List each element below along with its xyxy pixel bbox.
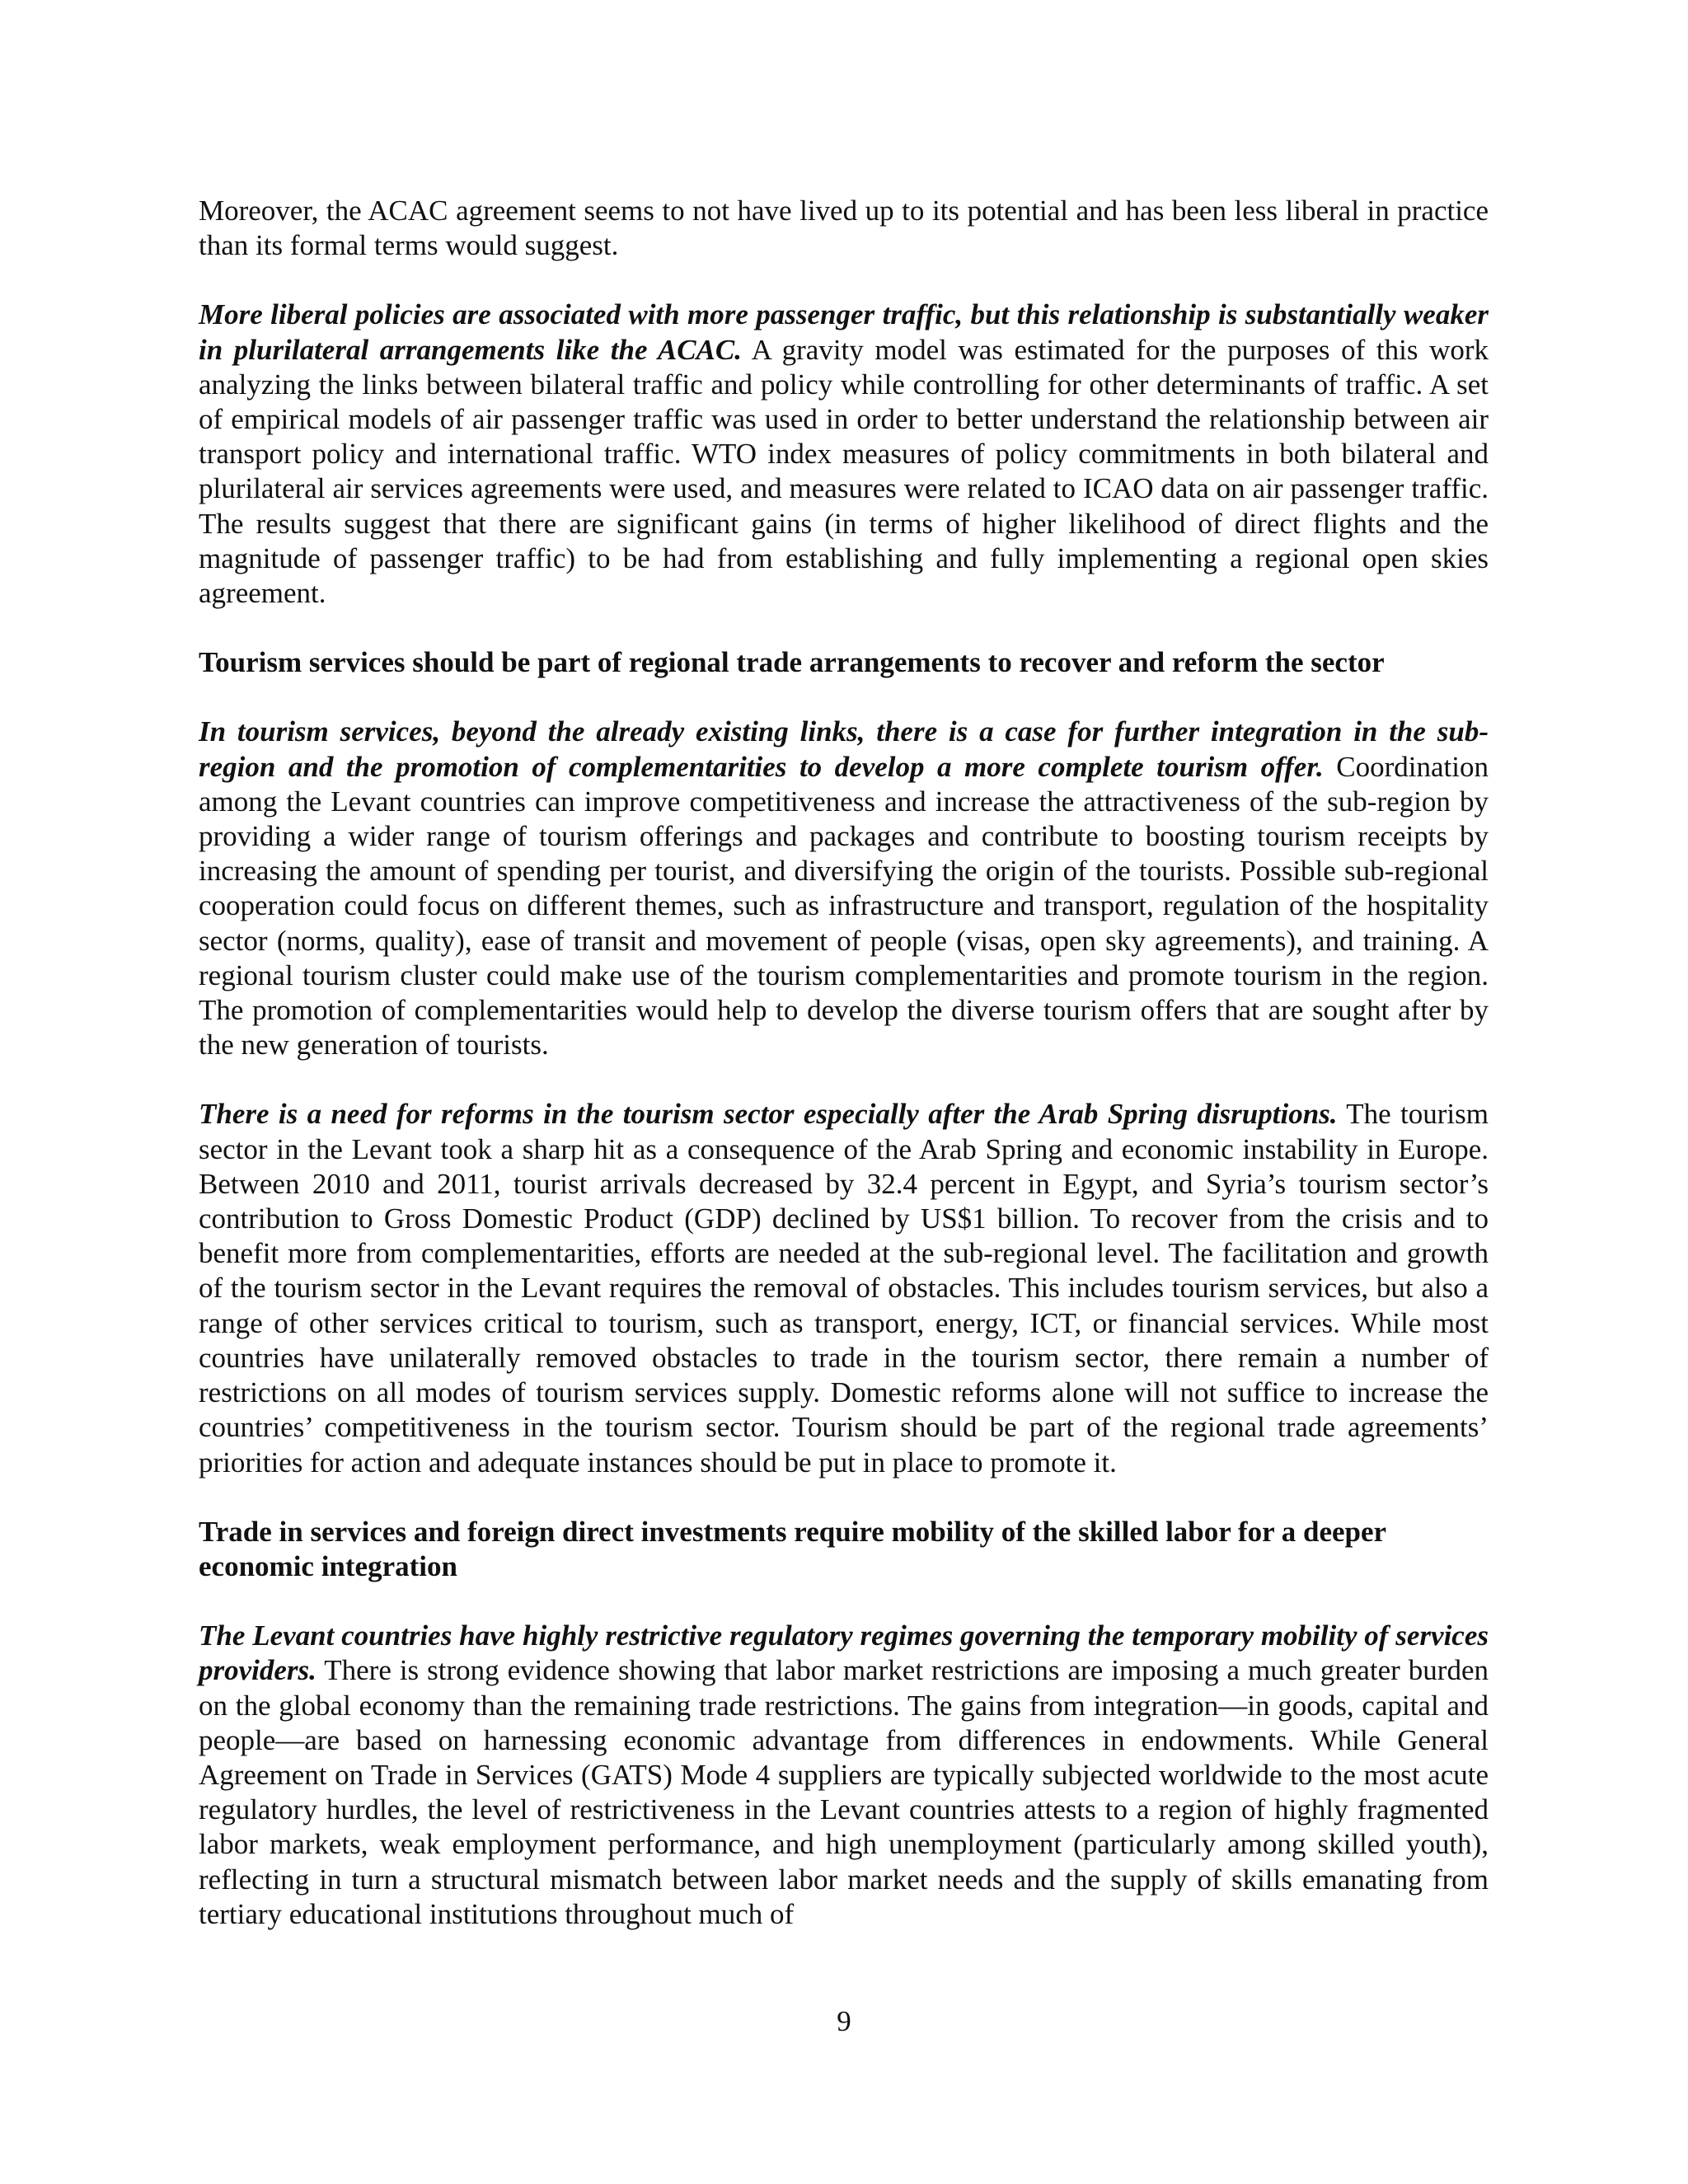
paragraph-acac-potential [199, 194, 1489, 263]
paragraph-lead: There is a need for reforms in the tourism sector especially after the Arab Spring disruptions. [199, 1098, 1338, 1131]
paragraph-tourism-reforms [199, 1097, 1489, 1479]
paragraph-lead: The Levant countries have highly restrictive regulatory regimes governing the temporary mobility of services providers. [199, 1619, 1489, 1687]
paragraph-text: There is strong evidence showing that labor market restrictions are imposing a much greater burden on the global economy than the remaining trade restrictions. The gains from integration—in goods, capital and people—are based on harnessing economic advantage from differences in endowments. While General Agreement on Trade in Services (GATS) Mode 4 suppliers are typically subjected worldwide to the most acute regulatory hurdles, the level of restrictiveness in the Levant countries attests to a region of highly fragmented labor markets, weak employment performance, and high unemployment (particularly among skilled youth), reflecting in turn a structural mismatch between labor market needs and the supply of skills emanating from tertiary educational institutions throughout much of [199, 1654, 1489, 1930]
paragraph-text: A gravity model was estimated for the purposes of this work analyzing the links between bilateral traffic and policy while controlling for other determinants of traffic. A set of empirical models of air passenger traffic was used in order to better understand the relationship between air transport policy and international traffic. WTO index measures of policy commitments in both bilateral and plurilateral air services agreements were used, and measures were related to ICAO data on air passenger traffic. The results suggest that there are significant gains (in terms of higher likelihood of direct flights and the magnitude of passenger traffic) to be had from establishing and fully implementing a regional open skies agreement. [199, 333, 1489, 610]
paragraph-text: The tourism sector in the Levant took a sharp hit as a consequence of the Arab Spring and economic instability in Europe. Between 2010 and 2011, tourist arrivals decreased by 32.4 percent in Egypt, and Syria’s tourism sector’s contribution to Gross Domestic Product (GDP) declined by US$1 billion. To recover from the crisis and to benefit more from complementarities, efforts are needed at the sub-regional level. The facilitation and growth of the tourism sector in the Levant requires the removal of obstacles. This includes tourism services, but also a range of other services critical to tourism, such as transport, energy, ICT, or financial services. While most countries have unilaterally removed obstacles to trade in the tourism sector, there remain a number of restrictions on all modes of tourism services supply. Domestic reforms alone will not suffice to increase the countries’ competitiveness in the tourism sector. Tourism should be part of the regional trade agreements’ priorities for action and adequate instances should be put in place to promote it. [199, 1098, 1489, 1479]
heading-text: Trade in services and foreign direct investments require mobility of the skilled labor for a deeper economic integration [199, 1515, 1386, 1582]
paragraph-text: Coordination among the Levant countries can improve competitiveness and increase the attractiveness of the sub-region by providing a wider range of tourism offerings and packages and contribute to boosting tourism receipts by increasing the amount of spending per tourist, and diversifying the origin of the tourists. Possible sub-regional cooperation could focus on different themes, such as infrastructure and transport, regulation of the hospitality sector (norms, quality), ease of transit and movement of people (visas, open sky agreements), and training. A regional tourism cluster could make use of the tourism complementarities and promote tourism in the region. The promotion of complementarities would help to develop the diverse tourism offers that are sought after by the new generation of tourists. [199, 750, 1489, 1062]
section-heading-labor-mobility [199, 1515, 1489, 1584]
paragraph-lead: In tourism services, beyond the already existing links, there is a case for further integration in the sub-region and the promotion of complementarities to develop a more complete tourism offer. [199, 715, 1489, 783]
paragraph-labor-restrictions [199, 1619, 1489, 1932]
heading-text: Tourism services should be part of regional trade arrangements to recover and reform the sector [199, 646, 1385, 679]
paragraph-text: Moreover, the ACAC agreement seems to not have lived up to its potential and has been less liberal in practice than its formal terms would suggest. [199, 194, 1489, 262]
paragraph-lead: More liberal policies are associated with more passenger traffic, but this relationship is substantially weaker in plurilateral arrangements like the ACAC. [199, 298, 1489, 366]
page-number: 9 [837, 2005, 851, 2037]
section-heading-tourism [199, 645, 1489, 680]
document-body [199, 194, 1489, 1932]
paragraph-passenger-traffic [199, 298, 1489, 611]
paragraph-tourism-integration [199, 715, 1489, 1062]
